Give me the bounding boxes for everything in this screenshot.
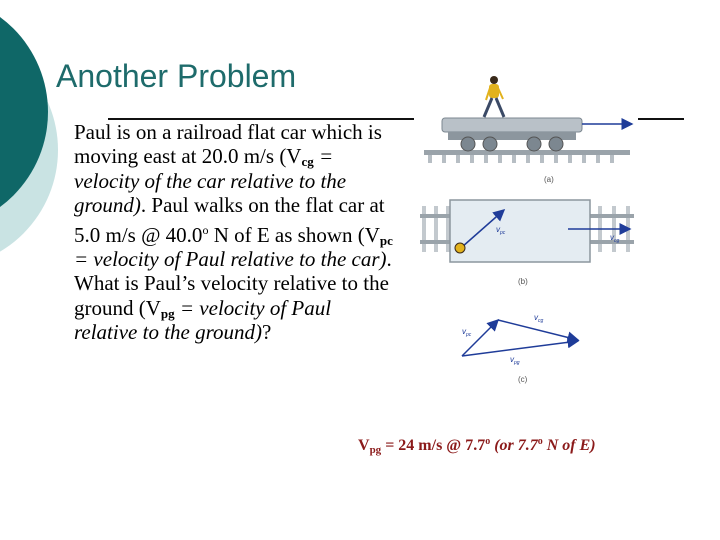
svg-text:vpc	[462, 327, 472, 338]
label-vcg-topview: v	[610, 233, 614, 242]
problem-text-part: N of E as shown (V	[208, 222, 380, 247]
svg-text:vpg	[510, 355, 520, 366]
vector-triangle	[462, 313, 578, 366]
answer-degree: o	[537, 436, 543, 447]
label-vcg-sub: cg	[538, 318, 544, 324]
definition-vpc: = velocity of Paul relative to the car)	[74, 247, 387, 272]
answer-subscript: pg	[369, 444, 382, 456]
flatcar-top-view	[420, 200, 634, 262]
figure-label-c: (c)	[518, 375, 528, 384]
label-vpc-topview: v	[496, 225, 500, 234]
answer-text	[358, 437, 596, 455]
label-vpc: v	[462, 327, 466, 336]
problem-text-part: ?	[262, 320, 272, 345]
answer-value: = 24 m/s @ 7.7	[381, 437, 486, 454]
problem-text-part: . Paul walks on the flat car at 5.0 m/s @ 40.0	[74, 193, 385, 247]
figure-label-a: (a)	[544, 175, 554, 184]
problem-text-part: Paul is on a railroad flat car which is moving east at 20.0 m/s (V	[74, 120, 382, 169]
problem-text-part: =	[313, 144, 334, 169]
answer-alt: (or 7.7	[490, 437, 538, 454]
person-walking-icon	[484, 76, 504, 117]
vpg-arrow	[462, 341, 578, 356]
decorative-circles	[0, 0, 70, 300]
slide-title: Another Problem	[56, 58, 297, 94]
definition-vcg: velocity of the car relative to the ground)	[74, 168, 347, 218]
figure-label-b: (b)	[518, 277, 528, 286]
answer-degree: o	[485, 436, 491, 447]
label-vcg-topview-sub: cg	[614, 238, 620, 244]
subscript-cg: cg	[301, 154, 314, 170]
degree-symbol: o	[202, 222, 209, 237]
problem-text	[74, 120, 394, 345]
label-vpg: v	[510, 355, 514, 364]
rail-ties	[428, 155, 614, 163]
flatcar-side-view	[424, 118, 632, 163]
label-vcg: v	[534, 313, 538, 322]
svg-text:vcg	[534, 313, 544, 324]
label-vpg-sub: pg	[514, 360, 520, 366]
vector-diagram-figure	[418, 72, 648, 392]
vpc-arrow	[462, 320, 498, 356]
answer-part: V	[358, 437, 370, 454]
label-vpc-sub: pc	[466, 332, 472, 338]
label-vpc-topview-sub: pc	[500, 230, 506, 236]
subscript-pc: pc	[379, 232, 393, 248]
problem-text-part: . What is Paul’s velocity relative to the ground (V	[74, 247, 392, 320]
definition-vpg: = velocity of Paul relative to the ground)	[74, 295, 332, 345]
answer-alt: N of E)	[542, 437, 596, 454]
subscript-pg: pg	[160, 305, 175, 321]
